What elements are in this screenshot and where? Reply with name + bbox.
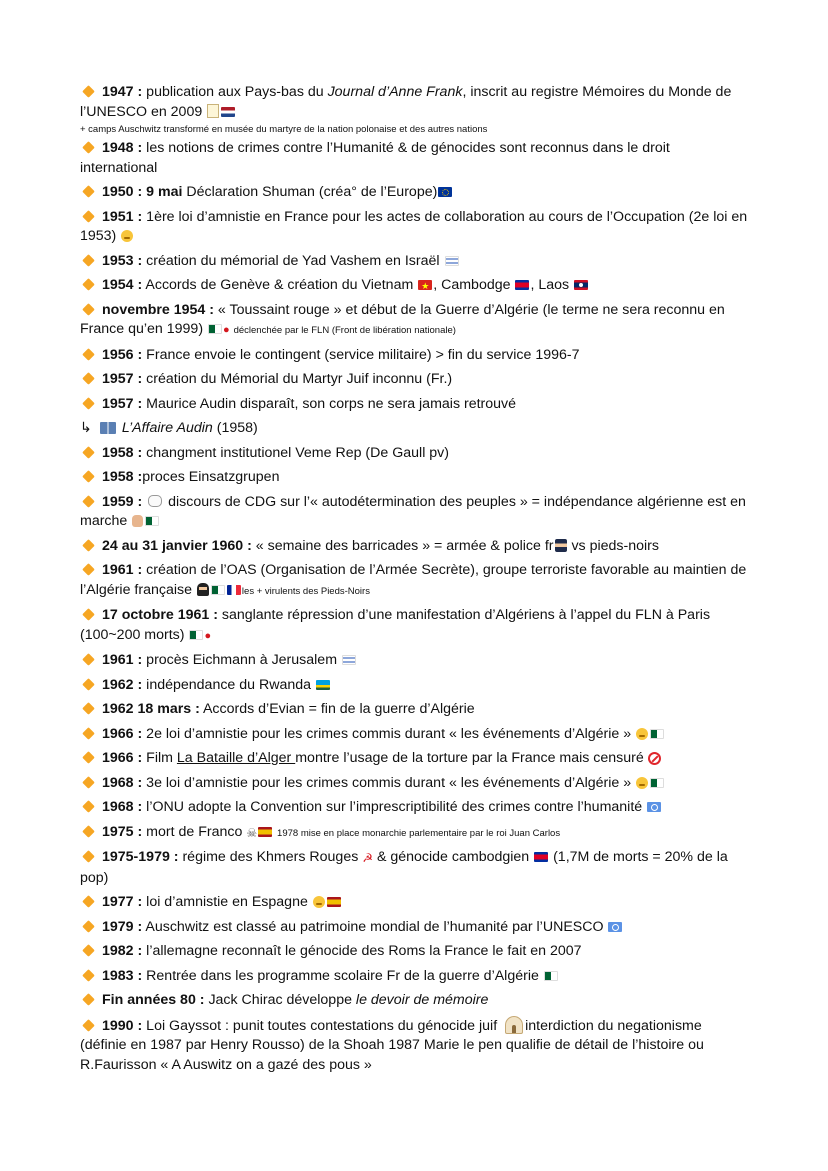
- flag-algeria-icon: [189, 630, 203, 640]
- bullet-diamond-icon: [82, 278, 95, 291]
- bullet-diamond-icon: [82, 800, 95, 813]
- bullet-diamond-icon: [82, 303, 95, 316]
- handshake-icon: [132, 515, 143, 527]
- entry-1959: 1959 : discours de CDG sur l’« autodétermination des peuples » = indépendance algérienne est en marche: [80, 493, 746, 529]
- entry-1962-rwanda: 1962 : indépendance du Rwanda: [80, 676, 750, 696]
- bullet-diamond-icon: [82, 446, 95, 459]
- bullet-diamond-icon: [82, 776, 95, 789]
- bullet-diamond-icon: [82, 920, 95, 933]
- arrow-return-icon: ↳: [80, 420, 92, 436]
- face-icon: [636, 728, 648, 740]
- bullet-diamond-icon: [82, 85, 95, 98]
- flag-cambodia-icon: [515, 280, 529, 290]
- synagogue-icon: [505, 1016, 523, 1034]
- flag-israel-icon: [445, 256, 459, 266]
- entry-affaire-audin: ↳ L’Affaire Audin (1958): [80, 419, 750, 439]
- bullet-diamond-icon: [82, 539, 95, 552]
- entry-1966-amnistie: 1966 : 2e loi d’amnistie pour les crimes commis durant « les événements d’Algérie »: [80, 725, 750, 745]
- skull-crossbones-icon: ☠: [246, 825, 258, 840]
- entry-nov-1954: novembre 1954 : « Toussaint rouge » et début de la Guerre d’Algérie (le terme ne sera reconnu en France qu’en 1999) ● déclenchée par le FLN (Front de libération nationale): [80, 301, 750, 341]
- flag-spain-icon: [258, 827, 272, 837]
- entry-1957-memorial: 1957 : création du Mémorial du Martyr Juif inconnu (Fr.): [80, 370, 750, 390]
- bullet-diamond-icon: [82, 563, 95, 576]
- entry-1961-eichmann: 1961 : procès Eichmann à Jerusalem: [80, 651, 750, 671]
- flag-vietnam-icon: [418, 280, 432, 290]
- bullet-diamond-icon: [82, 372, 95, 385]
- entry-1957-audin: 1957 : Maurice Audin disparaît, son corps ne sera jamais retrouvé: [80, 395, 750, 415]
- bullet-diamond-icon: [82, 210, 95, 223]
- bullet-diamond-icon: [82, 678, 95, 691]
- bullet-diamond-icon: [82, 254, 95, 267]
- hammer-sickle-icon: ☭: [362, 851, 374, 865]
- flag-spain-icon: [327, 897, 341, 907]
- entry-1968-amnistie: 1968 : 3e loi d’amnistie pour les crimes commis durant « les événements d’Algérie »: [80, 774, 750, 794]
- drop-of-blood-icon: ●: [222, 324, 230, 336]
- entry-1951: 1951 : 1ère loi d’amnistie en France pour les actes de collaboration au cours de l’Occupation (2e loi en 1953): [80, 208, 748, 244]
- entry-fin-80: Fin années 80 : Jack Chirac développe le devoir de mémoire: [80, 991, 750, 1011]
- entry-1956: 1956 : France envoie le contingent (service militaire) > fin du service 1996-7: [80, 346, 750, 366]
- memo-icon: [207, 104, 219, 118]
- prohibited-icon: [648, 752, 661, 765]
- bullet-diamond-icon: [82, 348, 95, 361]
- flag-rwanda-icon: [316, 680, 330, 690]
- entry-1947-note: + camps Auschwitz transformé en musée du martyre de la nation polonaise et des autres nations: [80, 124, 488, 135]
- bullet-diamond-icon: [82, 751, 95, 764]
- entry-1966-film: 1966 : Film La Bataille d’Alger montre l’usage de la torture par la France mais censuré: [80, 749, 750, 769]
- entry-1975: 1975 : mort de Franco ☠ 1978 mise en place monarchie parlementaire par le roi Juan Carlos: [80, 823, 750, 844]
- bullet-diamond-icon: [82, 825, 95, 838]
- flag-algeria-icon: [145, 516, 159, 526]
- flag-netherlands-icon: [221, 107, 235, 117]
- book-icon: [100, 422, 116, 434]
- flag-israel-icon: [342, 655, 356, 665]
- bullet-diamond-icon: [82, 495, 95, 508]
- entry-1947: 1947 : publication aux Pays-bas du Journal d’Anne Frank, inscrit au registre Mémoires du Monde de l’UNESCO en 2009: [80, 84, 732, 120]
- film-title-link[interactable]: La Bataille d’Alger: [176, 750, 296, 766]
- police-officer-icon: [555, 539, 567, 552]
- entry-1954: 1954 : Accords de Genève & création du Vietnam ★, Cambodge , Laos: [80, 276, 750, 296]
- entry-1948: 1948 : les notions de crimes contre l’Humanité & de génocides sont reconnus dans le droit international: [80, 140, 670, 176]
- timeline: [80, 83, 750, 1080]
- bullet-diamond-icon: [82, 944, 95, 957]
- entry-1953: 1953 : création du mémorial de Yad Vashem en Israël: [80, 252, 750, 272]
- flag-algeria-icon: [650, 778, 664, 788]
- entry-1950: 1950 : 9 mai Déclaration Shuman (créa° de l’Europe): [80, 183, 750, 203]
- bullet-diamond-icon: [82, 653, 95, 666]
- speech-bubble-icon: [148, 495, 162, 507]
- entry-1975-1979: 1975-1979 : régime des Khmers Rouges ☭ & génocide cambodgien (1,7M de morts = 20% de la pop): [80, 849, 728, 886]
- flag-algeria-icon: [208, 324, 222, 334]
- flag-laos-icon: [574, 280, 588, 290]
- bullet-diamond-icon: [82, 969, 95, 982]
- entry-1962-evian: 1962 18 mars : Accords d’Evian = fin de la guerre d’Algérie: [80, 700, 750, 720]
- bullet-diamond-icon: [82, 470, 95, 483]
- flag-cambodia-icon: [534, 852, 548, 862]
- flag-un-icon: [647, 802, 661, 812]
- drop-of-blood-icon: ●: [204, 629, 212, 642]
- bullet-diamond-icon: [82, 397, 95, 410]
- entry-1958-rep: 1958 : changment institutionel Veme Rep (De Gaull pv): [80, 444, 750, 464]
- entry-1961-oas: 1961 : création de l’OAS (Organisation de l’Armée Secrète), groupe terroriste favorable au maintien de l’Algérie française les + virulents des Pieds-Noirs: [80, 562, 747, 598]
- entry-1990: 1990 : Loi Gayssot : punit toutes contestations du génocide juif interdiction du negationisme (définie en 1987 par Henry Rousso) de la Shoah 1987 Marie le pen qualifie de détail de l’histoire ou R.Faurisson « A Auswitz on a gazé des pous »: [80, 1017, 704, 1073]
- entry-oct-1961: 17 octobre 1961 : sanglante répression d’une manifestation d’Algériens à l’appel du FLN à Paris (100~200 morts) ●: [80, 606, 750, 646]
- entry-1983: 1983 : Rentrée dans les programme scolaire Fr de la guerre d’Algérie: [80, 967, 750, 987]
- entry-1958-proces: 1958 :proces Einsatzgrupen: [80, 468, 750, 488]
- face-icon: [313, 896, 325, 908]
- entry-1979: 1979 : Auschwitz est classé au patrimoine mondial de l’humanité par l’UNESCO: [80, 918, 750, 938]
- entry-1960: 24 au 31 janvier 1960 : « semaine des barricades » = armée & police fr vs pieds-noirs: [80, 537, 750, 557]
- bullet-diamond-icon: [82, 608, 95, 621]
- entry-1977: 1977 : loi d’amnistie en Espagne: [80, 893, 750, 913]
- flag-france-icon: [227, 585, 241, 595]
- flag-eu-icon: [438, 187, 452, 197]
- entry-1968-onu: 1968 : l’ONU adopte la Convention sur l’imprescriptibilité des crimes contre l’humanité: [80, 798, 750, 818]
- bullet-diamond-icon: [82, 993, 95, 1006]
- flag-algeria-icon: [544, 971, 558, 981]
- bullet-diamond-icon: [82, 141, 95, 154]
- flag-un-icon: [608, 922, 622, 932]
- bullet-diamond-icon: [82, 702, 95, 715]
- face-icon: [636, 777, 648, 789]
- entry-1982: 1982 : l’allemagne reconnaît le génocide des Roms la France le fait en 2007: [80, 942, 750, 962]
- bullet-diamond-icon: [82, 895, 95, 908]
- bullet-diamond-icon: [82, 727, 95, 740]
- flag-algeria-icon: [650, 729, 664, 739]
- bullet-diamond-icon: [82, 185, 95, 198]
- face-icon: [121, 230, 133, 242]
- ninja-icon: [197, 583, 209, 596]
- bullet-diamond-icon: [82, 850, 95, 863]
- bullet-diamond-icon: [82, 1019, 95, 1032]
- flag-algeria-icon: [211, 585, 225, 595]
